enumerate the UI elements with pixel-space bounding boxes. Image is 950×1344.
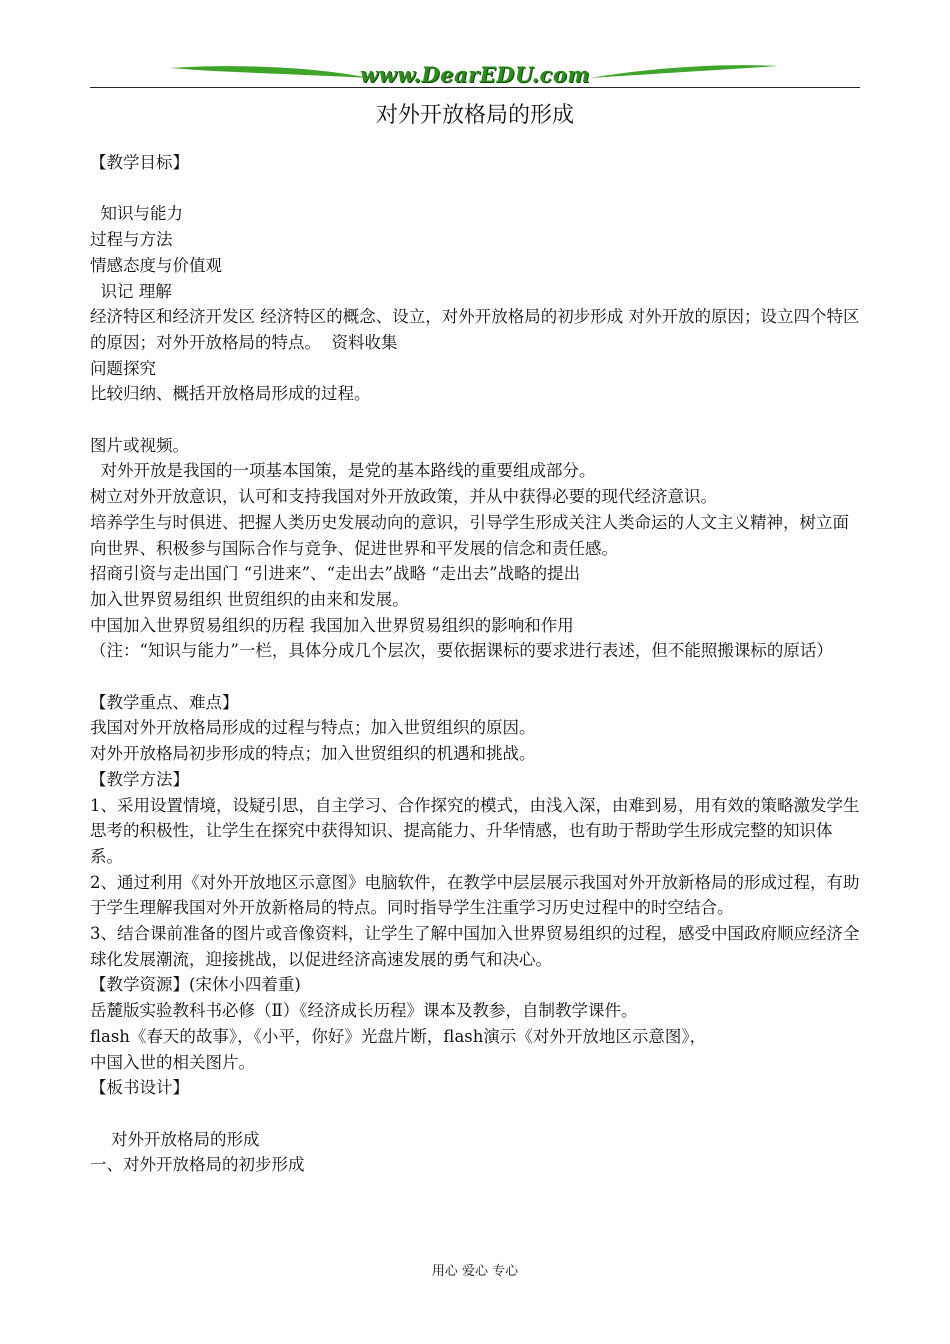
text-line: flash《春天的故事》，《小平，你好》光盘片断，flash演示《对外开放地区示意图》， [90,1026,707,1046]
document-body [90,150,862,1178]
text-line: 情感态度与价值观 [90,255,222,275]
text-line: 树立对外开放意识，认可和支持我国对外开放政策，并从中获得必要的现代经济意识。 [90,487,717,507]
text-line: 岳麓版实验教科书必修（Ⅱ）《经济成长历程》课本及教参，自制教学课件。 [90,1001,638,1021]
text-line: 3、结合课前准备的图片或音像资料，让学生了解中国加入世界贸易组织的过程，感受中国政府顺应经济全球化发展潮流，迎接挑战，以促进经济高速发展的勇气和决心。 [90,924,860,969]
text-line: 中国加入世界贸易组织的历程 我国加入世界贸易组织的影响和作用 [90,615,574,635]
text-line: 过程与方法 [90,230,173,250]
text-line: 招商引资与走出国门 “引进来”、“走出去”战略 “走出去”战略的提出 [90,564,581,584]
text-line: 培养学生与时俱进、把握人类历史发展动向的意识，引导学生形成关注人类命运的人文主义精神，树立面向世界、积极参与国际合作与竞争、促进世界和平发展的信念和责任感。 [90,512,849,558]
text-line: 【教学资源】(宋休小四着重) [90,975,301,995]
page-footer: 用心 爱心 专心 [431,1264,519,1279]
text-line: 图片或视频。 [90,435,189,455]
text-line: 知识与能力 [90,204,183,224]
site-header [90,58,860,90]
text-line: 2、通过利用《对外开放地区示意图》电脑软件，在教学中层层展示我国对外开放新格局的形成过程，有助于学生理解我国对外开放新格局的特点。同时指导学生注重学习历史过程中的时空结合。 [90,872,860,918]
blank-line [90,407,862,433]
text-line: 对外开放格局的形成 [90,1129,260,1149]
text-line: 加入世界贸易组织 世贸组织的由来和发展。 [90,589,409,609]
text-line: 问题探究 [90,358,156,378]
blank-line [90,176,862,202]
text-line: 【板书设计】 [90,1078,189,1098]
text-line: 比较归纳、概括开放格局形成的过程。 [90,384,371,404]
header-divider [90,87,860,88]
blank-line [90,1101,862,1127]
text-line: 【教学重点、难点】 [90,692,239,712]
text-line: 我国对外开放格局形成的过程与特点；加入世贸组织的原因。 [90,718,536,738]
text-line: 中国入世的相关图片。 [90,1052,255,1072]
text-line: （注：“知识与能力”一栏，具体分成几个层次，要依据课标的要求进行表述，但不能照搬课标的原话） [90,641,833,661]
page-title: 对外开放格局的形成 [375,103,574,128]
text-line: 【教学目标】 [90,153,189,172]
text-line: 对外开放格局初步形成的特点；加入世贸组织的机遇和挑战。 [90,744,536,764]
text-line: 1、采用设置情境，设疑引思，自主学习、合作探究的模式，由浅入深，由难到易，用有效的策略激发学生思考的积极性，让学生在探究中获得知识、提高能力、升华情感，也有助于帮助学生形成完整的知识体系。 [90,795,860,866]
text-line: 【教学方法】 [90,769,189,789]
blank-line [90,664,862,690]
text-line: 一、对外开放格局的初步形成 [90,1155,305,1175]
text-line: 对外开放是我国的一项基本国策，是党的基本路线的重要组成部分。 [90,461,596,481]
text-line: 识记 理解 [90,281,172,301]
site-logo[interactable]: www.DearEDU.com [359,62,591,87]
text-line: 经济特区和经济开发区 经济特区的概念、设立，对外开放格局的初步形成 对外开放的原因；设立四个特区的原因；对外开放格局的特点。 资料收集 [90,307,860,352]
